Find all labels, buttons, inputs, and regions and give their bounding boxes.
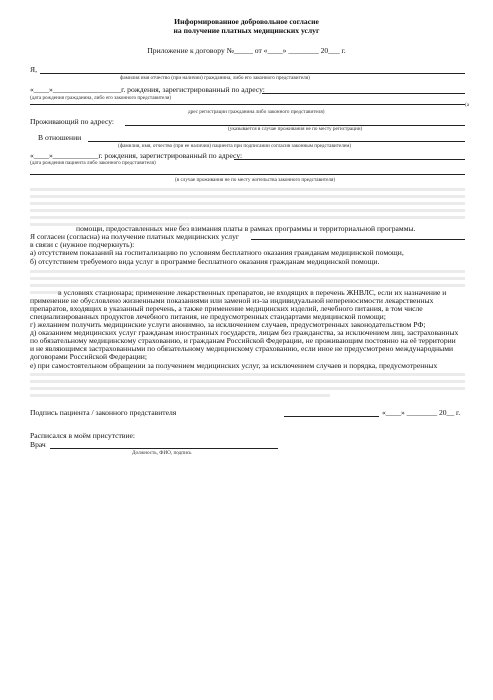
faded-text-line xyxy=(30,373,465,376)
faded-text-line xyxy=(30,195,465,198)
faded-text-line xyxy=(30,209,465,212)
patient-residence-line xyxy=(30,174,465,175)
item-v-line-2: применение не обусловлено жизненными показаниями или заменой из-за индивидуальной непереносимости лекарственных xyxy=(30,296,434,305)
relation-label: В отношении xyxy=(38,133,82,142)
registration-address-caption: дрес регистрации гражданина либо законного представителя) xyxy=(188,109,325,115)
signature-line xyxy=(284,416,379,417)
dob-line: «____»__________________г. рождения, зарегистрированный по адресу: xyxy=(30,85,265,94)
patient-residence-caption: (в случае проживания не по месту жительства законного представителя) xyxy=(175,177,336,183)
item-d-line-2: по обязательному медицинскому страхованию, и гражданам Российской Федерации, не проживающим постоянно на её территории xyxy=(30,336,456,345)
ya-label: Я, xyxy=(30,65,37,74)
registration-address-line xyxy=(30,104,465,105)
item-g: г) желанием получить медицинские услуги анонимно, за исключением случаев, предусмотренных законодательством РФ; xyxy=(30,320,426,329)
item-d-line-1: д) оказанием медицинских услуг гражданам иностранных государств, лицам без гражданства, за исключением лиц, застрахованных xyxy=(30,328,459,337)
living-address-caption: (указывается в случае проживания не по месту регистрации) xyxy=(228,126,363,132)
dob-caption: (дата рождения гражданина, либо его законного представителя) xyxy=(30,95,172,101)
faded-text-line xyxy=(30,216,465,219)
faded-text-line xyxy=(30,284,465,287)
dob-address-line xyxy=(262,93,465,94)
living-address-label: Проживающий по адресу: xyxy=(30,117,115,126)
patient-name-line xyxy=(88,141,465,142)
paragraph-due: в связи с (нужное подчеркнуть): xyxy=(30,240,135,249)
faded-text-line xyxy=(30,394,330,397)
paragraph-help: помощи, предоставленных мне без взимания платы в рамках программы и территориальной программы. xyxy=(76,224,416,233)
faded-text-line xyxy=(30,291,58,294)
services-line xyxy=(251,239,465,240)
patient-address-line xyxy=(234,159,465,160)
faded-text-line xyxy=(30,270,465,273)
faded-text-line xyxy=(30,380,465,383)
patient-name-caption: (фамилия, имя, отчество (при ее наличии) пациента при подписании согласия законным представителем) xyxy=(118,143,352,149)
signature-date: «____» ________ 20__ г. xyxy=(382,408,461,417)
item-b: б) отсутствием требуемого вида услуг в программе бесплатного оказания гражданам медицинской помощи. xyxy=(30,257,380,266)
item-e: е) при самостоятельном обращении за получением медицинских услуг, за исключением случаев и порядка, предусмотренных xyxy=(30,361,438,370)
item-d-line-4: договорами Российской Федерации; xyxy=(30,352,147,361)
witness-label: Расписался в моём присутствие: xyxy=(30,431,135,440)
fio-line xyxy=(40,73,465,74)
paragraph-agree: Я согласен (согласна) на получение платных медицинских услуг xyxy=(30,232,239,241)
faded-text-line xyxy=(30,202,465,205)
faded-text-line xyxy=(30,277,465,280)
fio-caption: фамилия имя отчество (при наличии) гражданина, либо его законного представителя) xyxy=(120,75,310,81)
patient-dob-caption: (дата рождения пациента либо законного представителя) xyxy=(30,160,156,166)
form-title-line-1: Информированное добровольное согласие xyxy=(174,17,319,26)
doctor-label: Врач xyxy=(30,440,46,449)
item-d-line-3: и не являющимся застрахованными по обязательному медицинскому страхованию, если иное не предусмотрено международными xyxy=(30,344,454,353)
doctor-signature-caption: Должность, ФИО, подпись xyxy=(132,450,192,456)
address-caption-prefix: (а xyxy=(465,102,470,108)
item-v-line-1: в условиях стационара; применение лекарственных препаратов, не входящих в перечень ЖНВЛС, если их назначение и xyxy=(58,288,447,297)
item-v-line-3: препаратов, входящих в указанный перечень, а также применение медицинских изделий, лечебного питания, в том числе xyxy=(30,304,423,313)
item-a: а) отсутствием показаний на госпитализацию по условиям бесплатного оказания гражданам медицинской помощи, xyxy=(30,248,404,257)
faded-text-line xyxy=(30,188,465,191)
signature-label: Подпись пациента / законного представителя xyxy=(30,408,177,417)
faded-text-line xyxy=(30,387,465,390)
doctor-signature-line xyxy=(50,448,278,449)
patient-dob-line: «____»____________г. рождения, зарегистрированный по адресу: xyxy=(30,151,243,160)
item-v-line-4: специализированных продуктов лечебного питания, не предусмотренных стандартами медицинской помощи; xyxy=(30,312,386,321)
contract-appendix-line: Приложение к договору №_____ от «____» ________ 20___ г. xyxy=(147,46,346,55)
form-title-line-2: на получение платных медицинских услуг xyxy=(173,26,320,35)
